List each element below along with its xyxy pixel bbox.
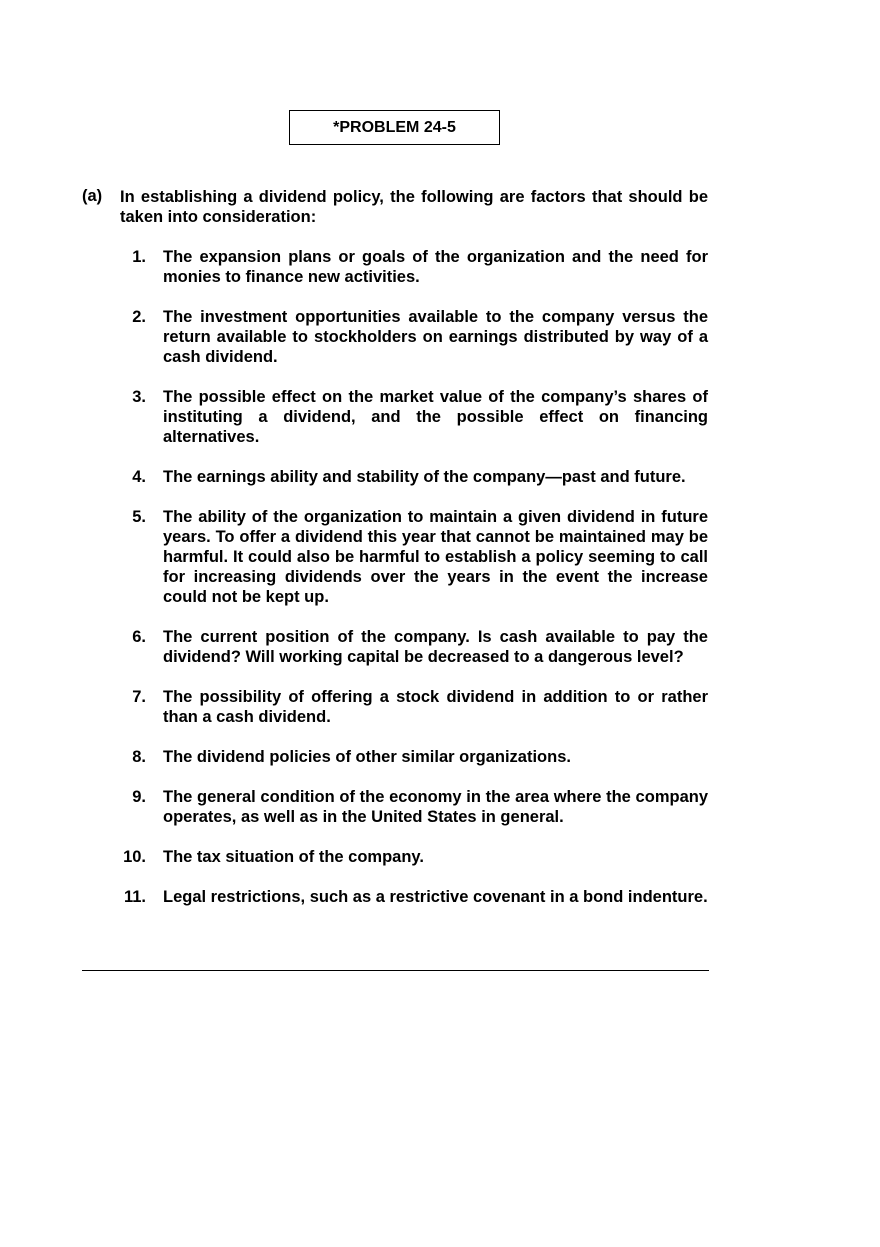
item-number: 4. — [132, 468, 146, 486]
list-item — [82, 887, 708, 907]
part-intro: In establishing a dividend policy, the following are factors that should be taken into consideration: — [120, 188, 708, 226]
list-item — [82, 627, 708, 667]
item-text: The current position of the company. Is cash available to pay the dividend? Will working capital be decreased to a dangerous level? — [163, 628, 708, 666]
item-text: The expansion plans or goals of the organization and the need for monies to finance new activities. — [163, 248, 708, 286]
item-text: The investment opportunities available to the company versus the return available to stockholders on earnings distributed by way of a cash dividend. — [163, 308, 708, 366]
problem-title: *PROBLEM 24-5 — [333, 118, 456, 136]
item-number: 5. — [132, 508, 146, 526]
item-text: The possibility of offering a stock dividend in addition to or rather than a cash dividend. — [163, 688, 708, 726]
item-number: 8. — [132, 748, 146, 766]
item-text: The tax situation of the company. — [163, 848, 424, 866]
item-number: 10. — [123, 848, 146, 866]
item-text: The ability of the organization to maintain a given dividend in future years. To offer a dividend this year that cannot be maintained may be harmful. It could also be harmful to establish a policy seeming to call for increasing dividends over the years in the event the increase could not be kept up. — [163, 508, 708, 606]
item-number: 7. — [132, 688, 146, 706]
item-text: Legal restrictions, such as a restrictive covenant in a bond indenture. — [163, 888, 708, 906]
list-item — [82, 467, 708, 487]
item-number: 1. — [132, 248, 146, 266]
list-item — [82, 247, 708, 287]
problem-title-box — [289, 110, 500, 145]
list-item — [82, 307, 708, 367]
item-number: 6. — [132, 628, 146, 646]
list-item — [82, 687, 708, 727]
list-item — [82, 787, 708, 827]
list-item — [82, 507, 708, 607]
item-text: The general condition of the economy in the area where the company operates, as well as in the United States in general. — [163, 788, 708, 826]
item-text: The possible effect on the market value of the company’s shares of instituting a dividend, and the possible effect on financing alternatives. — [163, 388, 708, 446]
list-item — [82, 747, 708, 767]
item-text: The earnings ability and stability of the company—past and future. — [163, 468, 686, 486]
item-number: 2. — [132, 308, 146, 326]
item-number: 3. — [132, 388, 146, 406]
item-number: 9. — [132, 788, 146, 806]
list-item — [82, 387, 708, 447]
list-item — [82, 847, 708, 867]
item-number: 11. — [123, 888, 146, 906]
factor-list — [82, 247, 708, 907]
item-text: The dividend policies of other similar organizations. — [163, 748, 571, 766]
section-divider — [82, 970, 709, 971]
part-a-section — [82, 187, 708, 927]
part-label: (a) — [82, 187, 103, 205]
